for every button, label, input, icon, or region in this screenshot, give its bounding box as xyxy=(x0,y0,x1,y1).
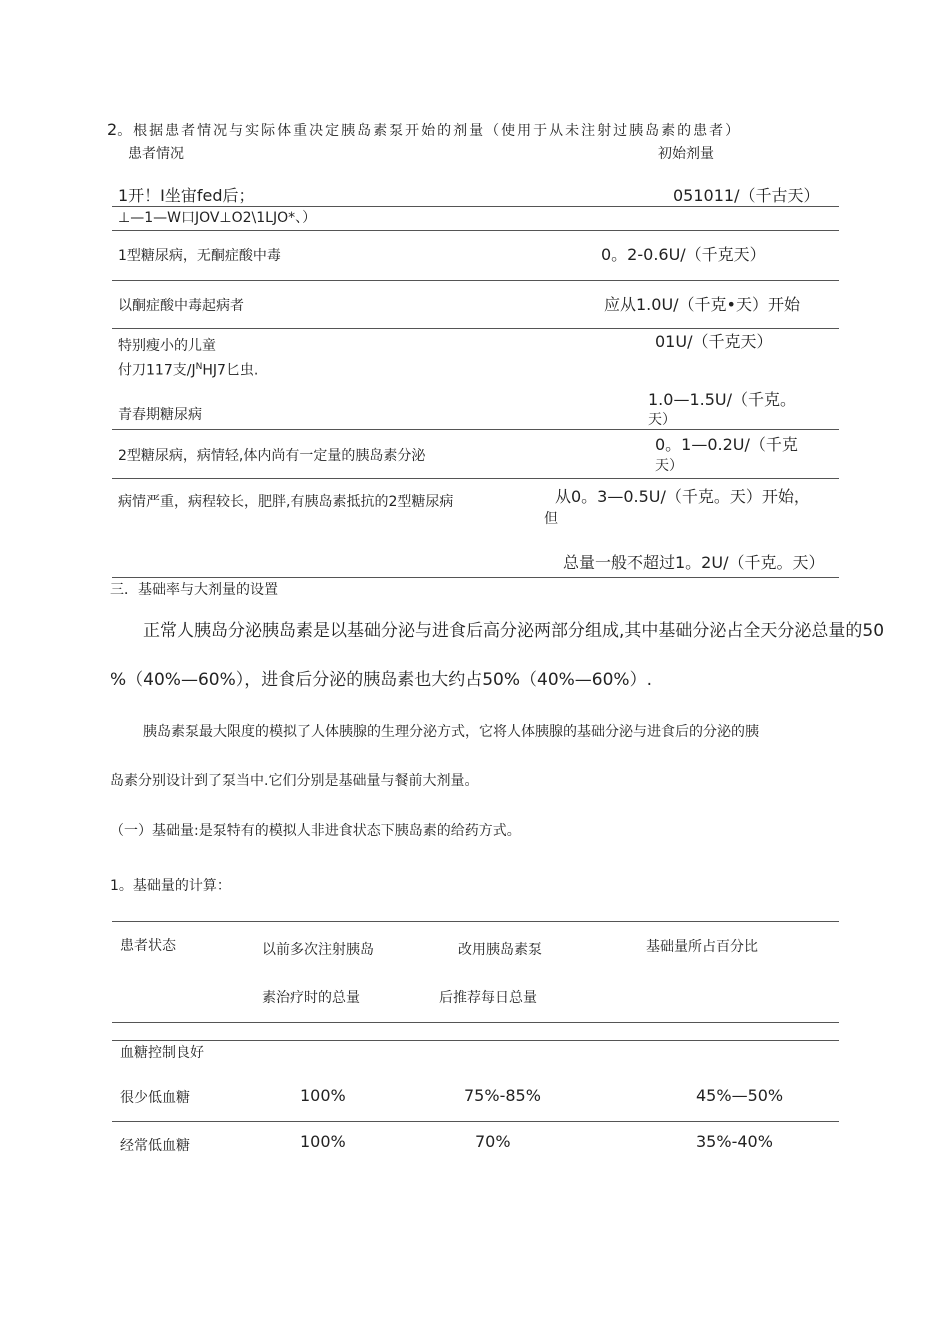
basal-row-2-basal: 35%-40% xyxy=(696,1132,773,1151)
basal-row-1-pump: 75%-85% xyxy=(464,1086,541,1105)
basal-row-2-state: 经常低血糖 xyxy=(120,1138,190,1154)
garbled-text: 付刀117支/J xyxy=(118,362,196,379)
basal-header-percentage: 基础量所占百分比 xyxy=(646,939,758,955)
paragraph-2-line-2: 岛素分别设计到了泵当中.它们分别是基础量与餐前大剂量。 xyxy=(110,773,479,789)
table-rule xyxy=(112,206,839,207)
garbled-superscript: N xyxy=(195,362,203,372)
table-rule xyxy=(112,230,839,231)
dose-row-1-condition-line2: ⊥—1—W口JOV⊥O2\1LJO*、） xyxy=(118,210,317,226)
garbled-text-tail: HJ7匕虫. xyxy=(202,362,259,379)
dose-row-2-dose: 0。2-0.6U/（千克天） xyxy=(601,245,766,264)
table-rule xyxy=(112,280,839,281)
basal-header-previous: 以前多次注射胰岛 xyxy=(262,942,374,958)
dose-row-7-dose-line2: 但 xyxy=(544,511,558,527)
table-rule xyxy=(112,478,839,479)
table-rule xyxy=(112,577,839,578)
dose-row-7-condition: 病情严重，病程较长，肥胖,有胰岛素抵抗的2型糖尿病 xyxy=(118,494,454,510)
dose-row-7-dose: 从0。3—0.5U/（千克。天）开始， xyxy=(555,487,810,506)
basal-header-pump: 改用胰岛素泵 xyxy=(458,942,542,958)
basal-header-pump-line2: 后推荐每日总量 xyxy=(439,990,537,1006)
table-rule xyxy=(112,328,839,329)
basal-row-2-previous: 100% xyxy=(300,1132,346,1151)
basal-row-2-pump: 70% xyxy=(475,1132,511,1151)
dose-row-2-condition: 1型糖尿病，无酮症酸中毒 xyxy=(118,248,281,264)
subsection-heading: （一）基础量:是泵特有的模拟人非进食状态下胰岛素的给药方式。 xyxy=(110,823,521,839)
table-rule xyxy=(112,429,839,430)
dose-row-4-condition-line2 xyxy=(118,358,258,380)
basal-row-1-state: 很少低血糖 xyxy=(120,1090,190,1106)
paragraph-2-line-1: 胰岛素泵最大限度的模拟了人体胰腺的生理分泌方式，它将人体胰腺的基础分泌与进食后的分泌的胰 xyxy=(143,724,759,740)
column-header-patient: 患者情况 xyxy=(128,146,184,162)
basal-row-1-basal: 45%—50% xyxy=(696,1086,784,1105)
basal-header-previous-line2: 素治疗时的总量 xyxy=(262,990,360,1006)
section-number: 2 xyxy=(107,120,118,139)
dose-row-4-condition: 特别瘦小的儿童 xyxy=(118,338,216,354)
dose-row-5-dose: 1.0—1.5U/（千克。 xyxy=(648,390,796,409)
table-rule xyxy=(112,1040,839,1041)
dose-row-1-dose: 051011/（千古天） xyxy=(673,186,820,205)
basal-header-state: 患者状态 xyxy=(120,938,176,954)
basal-group-label: 血糖控制良好 xyxy=(120,1045,204,1061)
paragraph-1-line-1: 正常人胰岛分泌胰岛素是以基础分泌与进食后高分泌两部分组成,其中基础分泌占全天分泌总量的50 xyxy=(143,621,885,641)
dose-row-6-dose: 0。1—0.2U/（千克 xyxy=(655,435,798,454)
dose-row-6-dose-line2: 天） xyxy=(655,458,683,474)
dose-row-5-condition: 青春期糖尿病 xyxy=(118,407,202,423)
section-heading: 三．基础率与大剂量的设置 xyxy=(110,582,278,598)
basal-calculation-heading: 1。基础量的计算： xyxy=(110,878,231,894)
dose-row-7-dose-line3: 总量一般不超过1。2U/（千克。天） xyxy=(563,553,825,572)
table-rule xyxy=(112,1121,839,1122)
table-rule xyxy=(112,1022,839,1023)
dose-row-5-dose-line2: 天） xyxy=(648,412,676,428)
section-title xyxy=(107,121,741,140)
basal-row-1-previous: 100% xyxy=(300,1086,346,1105)
column-header-dose: 初始剂量 xyxy=(658,146,714,162)
dose-row-3-condition: 以酮症酸中毒起病者 xyxy=(118,298,244,314)
section-title-text: 。根据患者情况与实际体重决定胰岛素泵开始的剂量（使用于从未注射过胰岛素的患者） xyxy=(117,123,742,139)
dose-row-3-dose: 应从1.0U/（千克•天）开始 xyxy=(604,295,800,314)
paragraph-1-line-2: %（40%—60%），进食后分泌的胰岛素也大约占50%（40%—60%）. xyxy=(110,670,652,690)
table-rule xyxy=(112,921,839,922)
dose-row-4-dose: 01U/（千克天） xyxy=(655,332,773,351)
dose-row-6-condition: 2型糖尿病，病情轻,体内尚有一定量的胰岛素分泌 xyxy=(118,448,426,464)
dose-row-1-condition: 1开！I坐宙fed后； xyxy=(118,186,255,205)
